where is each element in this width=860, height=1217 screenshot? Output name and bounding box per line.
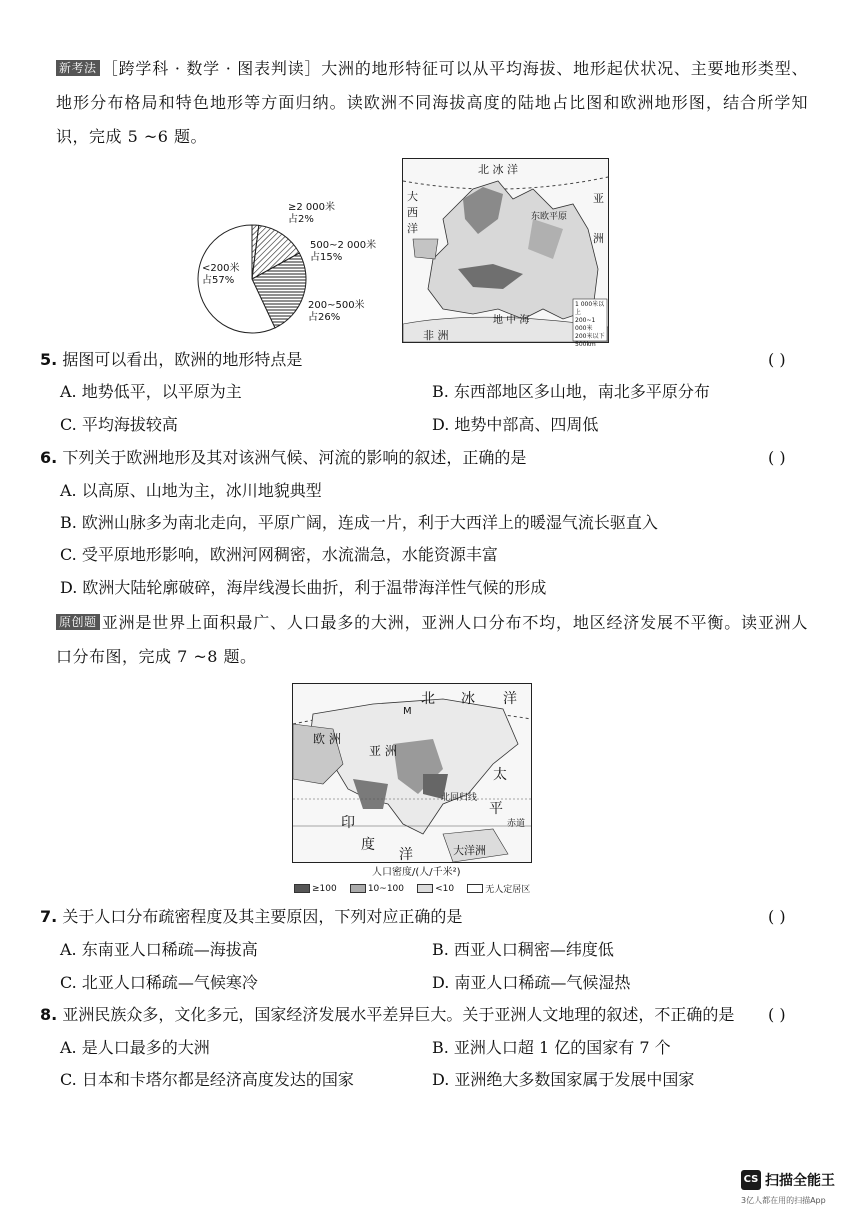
asia-map-label-asia: 亚 洲 <box>369 744 397 758</box>
asia-map-label-du: 度 <box>361 837 375 853</box>
q5-option-b[interactable]: B. 东西部地区多山地，南北多平原分布 <box>432 382 710 401</box>
asia-map-label-ping: 平 <box>489 801 503 817</box>
pie-label-500-2000: 500~2 000米 占15% <box>310 240 377 263</box>
legend-swatch <box>467 884 483 893</box>
europe-map-label-plain: 东欧平原 <box>531 212 568 222</box>
europe-map-label-west: 大西洋 <box>407 190 418 235</box>
pie-label-200-500: 200~500米 占26% <box>308 300 365 323</box>
europe-map-label-south: 非 洲 <box>423 329 449 342</box>
europe-legend-item: 200~1 000米 <box>575 317 596 332</box>
q8-option-d[interactable]: D. 亚洲绝大多数国家属于发展中国家 <box>432 1070 695 1089</box>
answer-blank[interactable]: ( ) <box>768 448 786 467</box>
scanner-app-name: 扫描全能王 <box>765 1172 835 1189</box>
intro-text: ［跨学科 · 数学 · 图表判读］大洲的地形特征可以从平均海拔、地形起伏状况、主要地形类型、地形分布格局和特色地形等方面归纳。读欧洲不同海拔高度的陆地占比图和欧洲地形图，结合所学知识，完成 5 ~6 题。 <box>56 59 808 146</box>
asia-population-map <box>292 683 532 863</box>
intro-text: 亚洲是世界上面积最广、人口最多的大洲，亚洲人口分布不均，地区经济发展不平衡。读亚洲人口分布图，完成 7 ~8 题。 <box>56 613 808 666</box>
question-stem: 据图可以看出，欧洲的地形特点是 <box>62 350 303 369</box>
q7-option-b[interactable]: B. 西亚人口稠密—纬度低 <box>432 940 614 959</box>
q7-option-d[interactable]: D. 南亚人口稀疏—气候湿热 <box>432 973 631 992</box>
q7-option-a[interactable]: A. 东南亚人口稀疏—海拔高 <box>60 940 258 959</box>
q5-option-a[interactable]: A. 地势低平，以平原为主 <box>60 382 242 401</box>
asia-legend-item: ≥100 <box>294 884 337 894</box>
q8-option-a[interactable]: A. 是人口最多的大洲 <box>60 1038 210 1057</box>
question-number: 7. <box>40 907 58 926</box>
pie-label-over-2000: ≥2 000米 占2% <box>288 202 336 225</box>
question-number: 5. <box>40 350 58 369</box>
asia-map-label-yang: 洋 <box>399 847 413 863</box>
q6-option-a[interactable]: A. 以高原、山地为主，冰川地貌典型 <box>60 481 322 500</box>
intro-paragraph-1 <box>56 52 808 154</box>
asia-map-label-oceania: 大洋洲 <box>453 844 486 857</box>
q5-option-c[interactable]: C. 平均海拔较高 <box>60 415 178 434</box>
question-stem: 下列关于欧洲地形及其对该洲气候、河流的影响的叙述，正确的是 <box>62 448 527 467</box>
altitude-pie-figure <box>196 195 377 340</box>
asia-map-label-ocean-north: 洋 <box>503 691 517 707</box>
asia-legend-item: 无人定居区 <box>467 882 530 895</box>
pie-label-under-200: <200米 占57% <box>202 263 240 286</box>
q6-option-d[interactable]: D. 欧洲大陆轮廓破碎，海岸线漫长曲折，利于温带海洋性气候的形成 <box>60 578 547 597</box>
camscanner-icon: CS <box>741 1170 761 1190</box>
europe-terrain-map <box>402 158 609 348</box>
asia-map-label-europe: 欧 洲 <box>313 732 341 746</box>
europe-legend-item: 1 000米以上 <box>575 301 605 316</box>
asia-map-legend <box>294 878 554 897</box>
question-8 <box>40 1000 820 1030</box>
question-7 <box>40 902 820 932</box>
question-6 <box>40 443 820 473</box>
question-stem: 关于人口分布疏密程度及其主要原因，下列对应正确的是 <box>62 907 463 926</box>
q8-option-c[interactable]: C. 日本和卡塔尔都是经济高度发达的国家 <box>60 1070 354 1089</box>
asia-map-legend-title: 人口密度/(人/千米²) <box>372 867 461 878</box>
q8-option-b[interactable]: B. 亚洲人口超 1 亿的国家有 7 个 <box>432 1038 671 1057</box>
asia-legend-item: 10~100 <box>350 884 404 894</box>
europe-map-label-north: 北 冰 洋 <box>478 163 518 176</box>
question-number: 6. <box>40 448 58 467</box>
europe-map-label-sea: 地 中 海 <box>493 315 530 326</box>
answer-blank[interactable]: ( ) <box>768 350 786 369</box>
answer-blank[interactable]: ( ) <box>768 1005 786 1024</box>
q5-option-d[interactable]: D. 地势中部高、四周低 <box>432 415 599 434</box>
legend-swatch <box>294 884 310 893</box>
scanner-watermark <box>741 1169 835 1190</box>
asia-map-label-tropic: 北回归线 <box>441 793 478 803</box>
europe-map-scale: 500km <box>575 341 596 348</box>
question-stem: 亚洲民族众多，文化多元，国家经济发展水平差异巨大。关于亚洲人文地理的叙述，不正确的是 <box>62 1005 735 1024</box>
intro-paragraph-2 <box>56 606 808 674</box>
europe-map-legend <box>575 301 608 349</box>
asia-legend-item: <10 <box>417 884 454 894</box>
asia-map-label-tai: 太 <box>493 767 507 783</box>
q6-option-b[interactable]: B. 欧洲山脉多为南北走向，平原广阔，连成一片，利于大西洋上的暖湿气流长驱直入 <box>60 513 658 532</box>
asia-map-label-yin: 印 <box>341 815 355 831</box>
answer-blank[interactable]: ( ) <box>768 907 786 926</box>
asia-map-label-equator: 赤道 <box>507 819 526 829</box>
question-tag: 原创题 <box>56 614 100 630</box>
asia-map-label-ice: 冰 <box>461 691 475 707</box>
legend-swatch <box>350 884 366 893</box>
europe-map-label-east: 亚洲 <box>593 192 604 245</box>
question-tag: 新考法 <box>56 60 100 76</box>
q7-option-c[interactable]: C. 北亚人口稀疏—气候寒冷 <box>60 973 258 992</box>
question-5 <box>40 345 820 375</box>
asia-map-label-north: 北 <box>421 691 435 707</box>
question-number: 8. <box>40 1005 58 1024</box>
scanner-tagline: 3亿人都在用的扫描App <box>741 1196 826 1205</box>
asia-map-label-m: M <box>403 706 412 717</box>
q6-option-c[interactable]: C. 受平原地形影响，欧洲河网稠密，水流湍急，水能资源丰富 <box>60 545 498 564</box>
europe-legend-item: 200米以下 <box>575 333 605 340</box>
legend-swatch <box>417 884 433 893</box>
